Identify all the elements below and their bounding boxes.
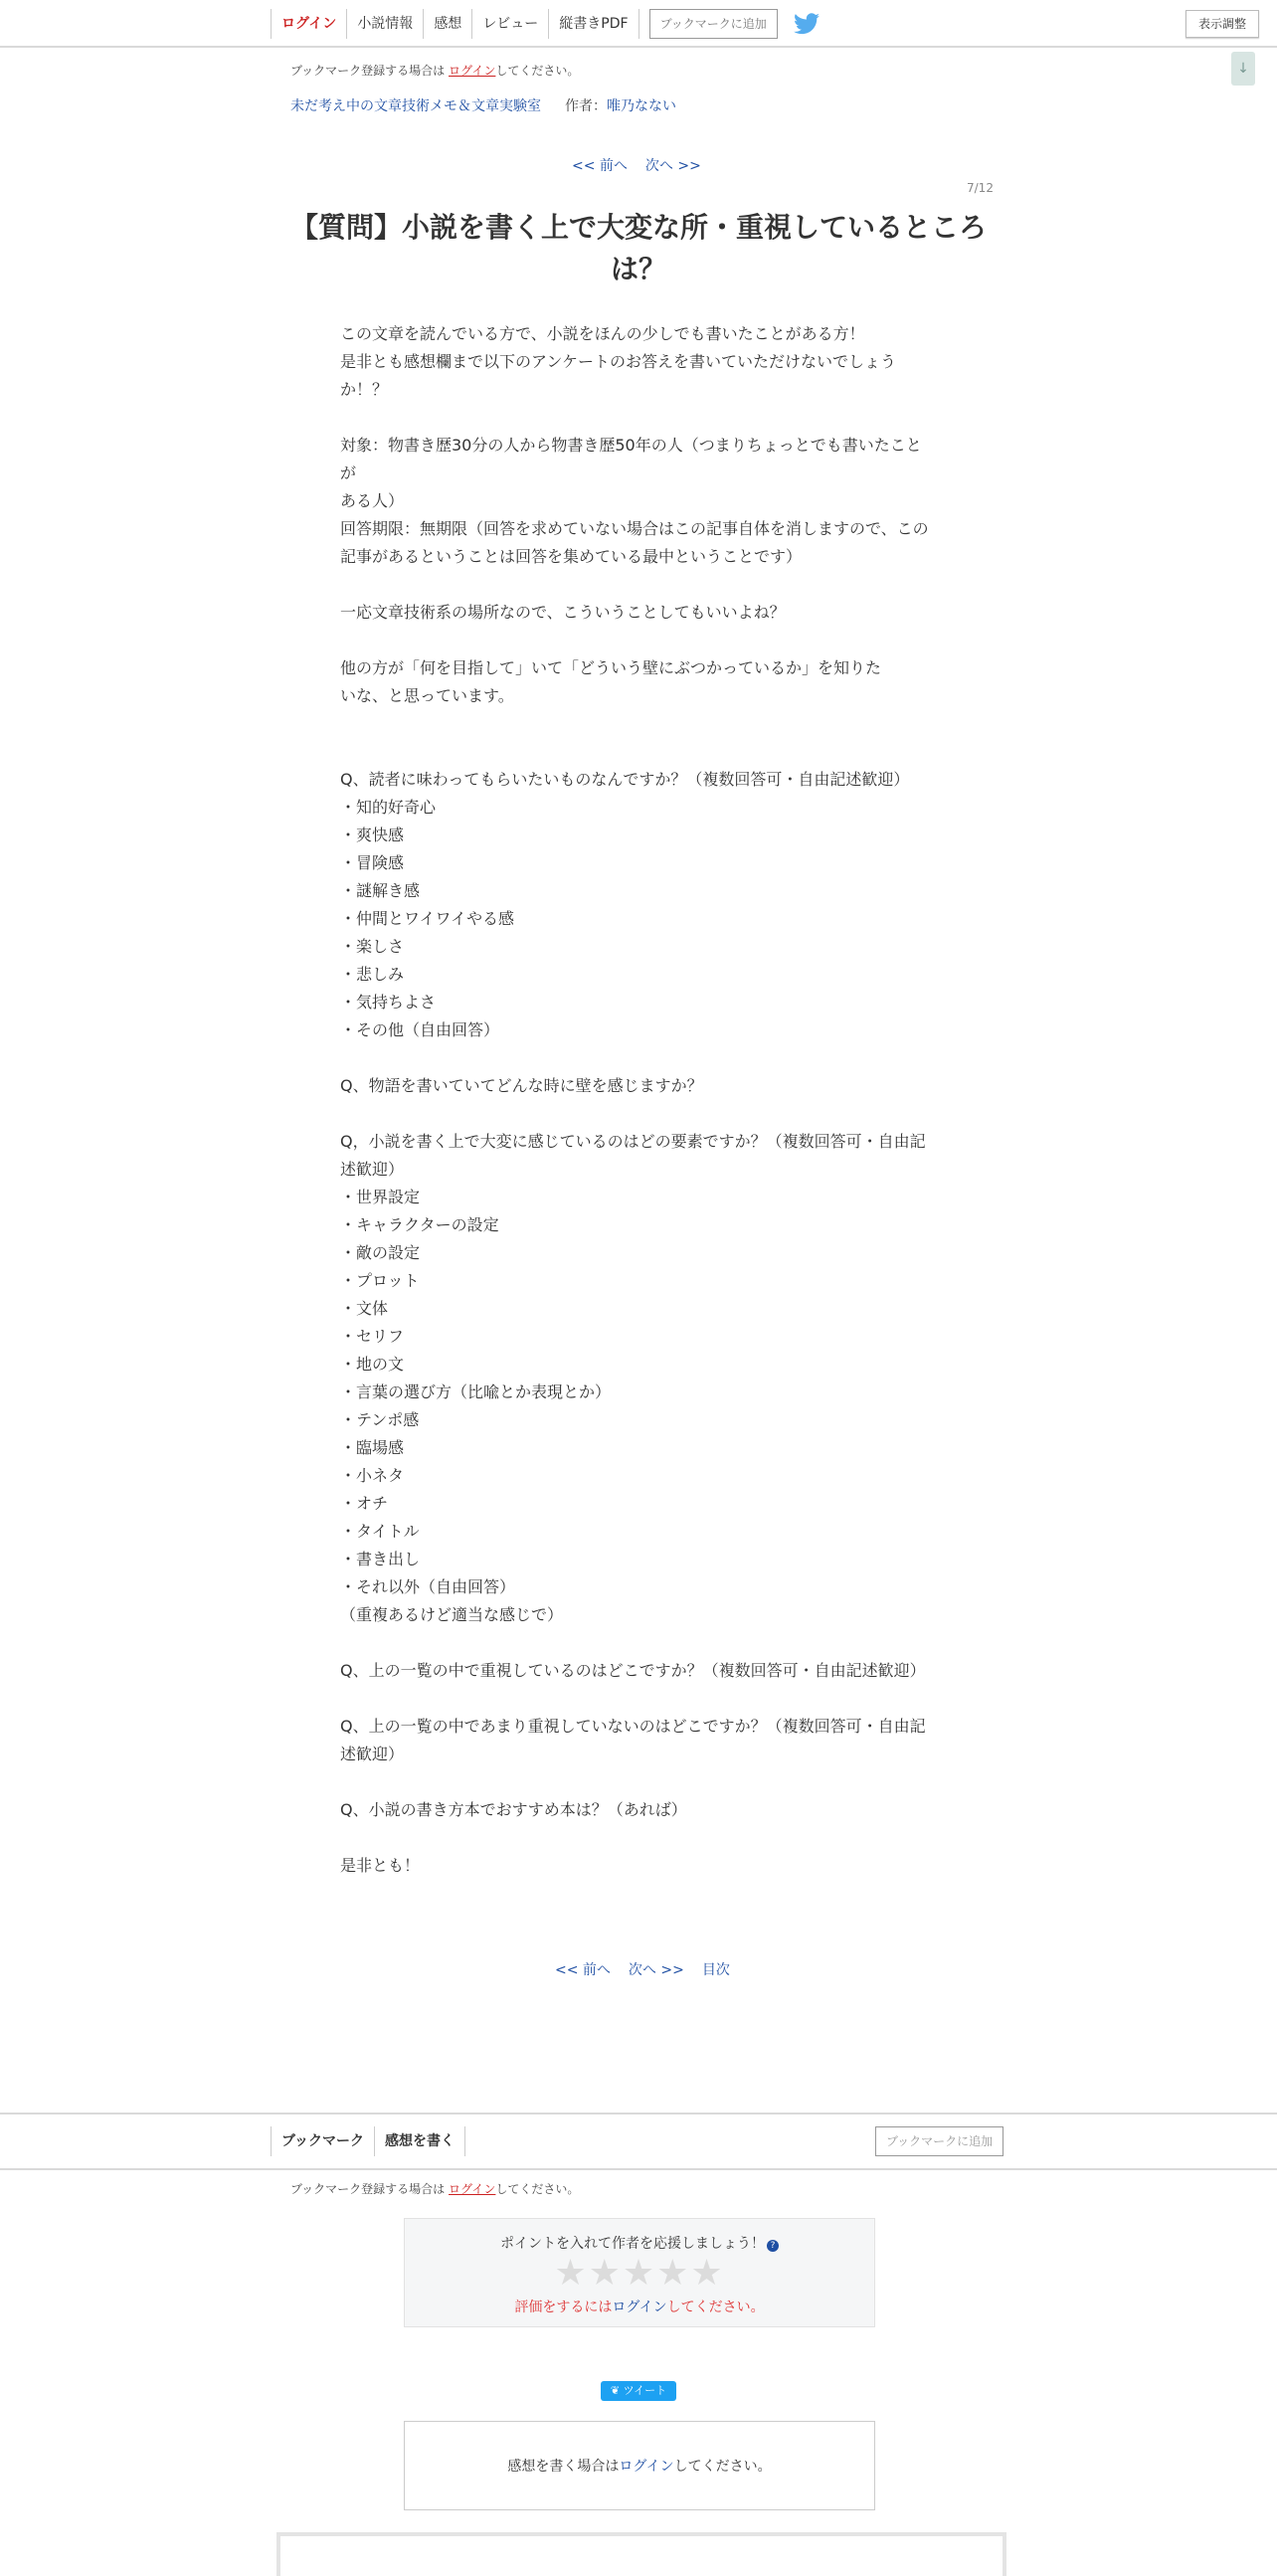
body-line — [340, 1768, 937, 1796]
toc-link[interactable]: 目次 — [701, 1962, 730, 1978]
body-line: ・テンポ感 — [340, 1410, 420, 1429]
body-line: ある人） — [340, 491, 405, 510]
body-line: Q、物語を書いていてどんな時に壁を感じますか？ — [340, 1076, 703, 1095]
body-line: ・オチ — [340, 1494, 389, 1513]
login-link-bottom[interactable]: ログイン — [449, 2182, 496, 2196]
top-pager — [572, 155, 701, 175]
comment-box — [404, 2421, 875, 2510]
bookmark-add-button[interactable]: ブックマークに追加 — [649, 9, 778, 39]
top-toolbar — [0, 0, 1277, 48]
body-line: ・冒険感 — [340, 853, 405, 872]
body-line — [340, 404, 937, 432]
author-line: 作者：唯乃なない — [565, 98, 676, 114]
body-line — [340, 627, 937, 654]
bookmark-login-note-bottom: ブックマーク登録する場合は ログインしてください。 — [290, 2182, 580, 2196]
body-line: Q、小説の書き方本でおすすめ本は？（あれば） — [340, 1800, 687, 1819]
body-line: ・仲間とワイワイやる感 — [340, 909, 515, 928]
body-line: Q、上の一覧の中で重視しているのはどこですか？（複数回答可・自由記述歓迎） — [340, 1661, 926, 1680]
body-line: 述歓迎） — [340, 1160, 405, 1179]
body-line: 他の方が「何を目指して」いて「どういう壁にぶつかっているか」を知りた — [340, 658, 882, 677]
body-line: この文章を読んでいる方で、小説をほんの少しでも書いたことがある方！ — [340, 324, 865, 343]
next-link-bottom[interactable]: 次へ >> — [628, 1962, 684, 1978]
body-line: ・タイトル — [340, 1522, 420, 1541]
next-link[interactable]: 次へ >> — [644, 158, 701, 174]
body-line: 是非とも感想欄まで以下のアンケートのお答えを書いていただけないでしょう — [340, 352, 897, 371]
body-line: 一応文章技術系の場所なので、こういうことしてもいいよね？ — [340, 603, 786, 622]
login-link[interactable]: ログイン — [449, 64, 496, 78]
body-line — [340, 1044, 937, 1072]
body-line: Q、上の一覧の中であまり重視していないのはどこですか？（複数回答可・自由記 — [340, 1717, 926, 1736]
body-line: 回答期限：無期限（回答を求めていない場合はこの記事自体を消しますので、この — [340, 519, 929, 538]
body-line — [340, 1685, 937, 1713]
body-line: ・爽快感 — [340, 826, 405, 844]
rating-login-link[interactable]: ログイン — [612, 2300, 667, 2315]
footer-nav — [271, 2126, 465, 2156]
body-line: ・悲しみ — [340, 965, 405, 984]
nav-login[interactable]: ログイン — [271, 9, 346, 39]
scroll-down-button[interactable]: ↓ — [1231, 52, 1255, 86]
body-line: ・楽しさ — [340, 937, 405, 956]
body-line — [340, 1629, 937, 1657]
chapter-body — [340, 320, 937, 1880]
rating-login-note: 評価をするにはログインしてください。 — [514, 2300, 765, 2315]
body-line: ・言葉の選び方（比喩とか表現とか） — [340, 1382, 612, 1401]
comment-login-link[interactable]: ログイン — [619, 2459, 674, 2475]
body-line — [340, 1100, 937, 1128]
body-line: ・文体 — [340, 1299, 389, 1318]
prev-link-bottom[interactable]: << 前へ — [555, 1962, 611, 1978]
body-line: ・それ以外（自由回答） — [340, 1577, 516, 1596]
body-line: Q，小説を書く上で大変に感じているのはどの要素ですか？（複数回答可・自由記 — [340, 1132, 926, 1151]
body-line: いな、と思っています。 — [340, 686, 514, 705]
prev-link[interactable]: << 前へ — [572, 158, 628, 174]
body-line: （重複あるけど適当な感じで） — [340, 1605, 564, 1624]
nav-vertical-pdf[interactable]: 縦書きPDF — [548, 9, 638, 39]
footer-bookmark-link[interactable]: ブックマーク — [271, 2126, 374, 2156]
bookmark-login-note: ブックマーク登録する場合は ログインしてください。 — [290, 64, 580, 78]
body-line: 記事があるということは回答を集めている最中ということです） — [340, 547, 803, 566]
display-settings-button[interactable]: 表示調整 — [1186, 10, 1259, 38]
body-line: 述歓迎） — [340, 1745, 405, 1763]
body-line: ・知的好奇心 — [340, 798, 437, 817]
body-line: ・書き出し — [340, 1550, 421, 1568]
rating-stars[interactable]: ★★★★★ — [554, 2253, 725, 2294]
series-title-link[interactable]: 未だ考え中の文章技術メモ＆文章実験室 — [290, 98, 541, 114]
page-number: 7/12 — [967, 181, 994, 195]
body-line: か！？ — [340, 380, 389, 399]
bottom-pager — [555, 1959, 730, 1979]
body-line: ・キャラクターの設定 — [340, 1215, 499, 1234]
body-line: ・地の文 — [340, 1355, 405, 1374]
help-icon[interactable]: ? — [767, 2240, 779, 2252]
body-line — [340, 571, 937, 599]
comment-login-note: 感想を書く場合はログインしてください。 — [507, 2459, 772, 2475]
bottom-frame — [276, 2532, 1006, 2576]
body-line: ・臨場感 — [340, 1438, 405, 1457]
body-line — [340, 738, 937, 766]
nav-review[interactable]: レビュー — [471, 9, 548, 39]
body-line: ・セリフ — [340, 1327, 405, 1346]
body-line: ・プロット — [340, 1271, 420, 1290]
body-line — [340, 1824, 937, 1852]
body-line: ・気持ちよさ — [340, 993, 437, 1012]
footer-toolbar — [0, 2113, 1277, 2170]
body-line: 対象：物書き歴30分の人から物書き歴50年の人（つまりちょっとでも書いたことが — [340, 436, 922, 482]
body-line: ・世界設定 — [340, 1188, 421, 1206]
top-nav — [271, 8, 820, 40]
body-line: ・その他（自由回答） — [340, 1020, 500, 1039]
author-link[interactable]: 唯乃なない — [607, 98, 676, 114]
body-line: ・小ネタ — [340, 1466, 405, 1485]
body-line: ・敵の設定 — [340, 1243, 421, 1262]
footer-write-impression-link[interactable]: 感想を書く — [374, 2126, 465, 2156]
rating-box — [404, 2218, 875, 2327]
tweet-button[interactable]: ❦ ツイート — [601, 2381, 676, 2401]
twitter-bird-small-icon: ❦ — [610, 2384, 621, 2397]
rating-title: ポイントを入れて作者を応援しましょう！ ? — [405, 2233, 874, 2253]
footer-bookmark-add-button[interactable]: ブックマークに追加 — [875, 2126, 1003, 2156]
nav-impressions[interactable]: 感想 — [423, 9, 471, 39]
twitter-bird-icon[interactable] — [794, 13, 820, 35]
chapter-title: 【質問】小説を書く上で大変な所・重視しているところは？ — [290, 211, 988, 285]
body-line: ・謎解き感 — [340, 881, 421, 900]
body-line — [340, 710, 937, 738]
body-line: 是非とも！ — [340, 1856, 421, 1875]
nav-novel-info[interactable]: 小説情報 — [346, 9, 423, 39]
body-line: Q、読者に味わってもらいたいものなんですか？（複数回答可・自由記述歓迎） — [340, 770, 910, 789]
